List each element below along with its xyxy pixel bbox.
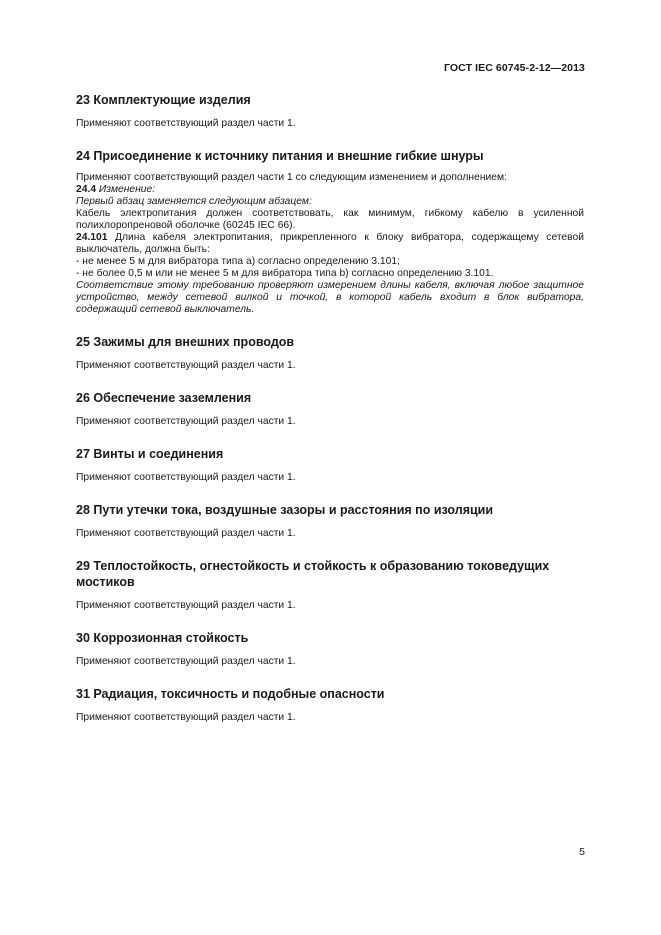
- clause-24-4-note: Первый абзац заменяется следующим абзацем:: [76, 196, 312, 207]
- section-23: [76, 92, 584, 130]
- compliance-note: Соответствие этому требованию проверяют измерением длины кабеля, включая любое защитное устройство, между сетевой вилкой и точкой, в которой кабель входит в блок вибратора, содержащий сетевой выключатель.: [76, 280, 584, 315]
- clause-24-4: [76, 184, 584, 196]
- section-heading: 30 Коррозионная стойкость: [76, 631, 249, 645]
- section-body: Применяют соответствующий раздел части 1.: [76, 600, 296, 611]
- clause-number: 24.101: [76, 232, 108, 243]
- section-heading: 31 Радиация, токсичность и подобные опасности: [76, 687, 385, 701]
- section-body: Применяют соответствующий раздел части 1.: [76, 416, 296, 427]
- section-heading: 28 Пути утечки тока, воздушные зазоры и расстояния по изоляции: [76, 503, 494, 517]
- clause-text: Длина кабеля электропитания, прикрепленного к блоку вибратора, содержащему сетевой выключатель, должна быть:: [76, 232, 584, 255]
- clause-text: Изменение:: [96, 184, 156, 195]
- list-item: - не менее 5 м для вибратора типа а) согласно определению 3.101;: [76, 256, 400, 267]
- section-31: [76, 686, 584, 724]
- section-24-intro: Применяют соответствующий раздел части 1 со следующим изменением и дополнением:: [76, 172, 507, 183]
- section-heading: 27 Винты и соединения: [76, 447, 224, 461]
- section-24: [76, 148, 584, 316]
- section-body: Применяют соответствующий раздел части 1.: [76, 118, 296, 129]
- section-heading: 29 Теплостойкость, огнестойкость и стойкость к образованию токоведущих мостиков: [76, 559, 550, 589]
- clause-24-101: [76, 232, 584, 256]
- section-26: [76, 390, 584, 428]
- section-heading: 23 Комплектующие изделия: [76, 93, 251, 107]
- document-content: [76, 92, 584, 724]
- section-body: Применяют соответствующий раздел части 1.: [76, 712, 296, 723]
- clause-number: 24.4: [76, 184, 97, 195]
- section-30: [76, 630, 584, 668]
- section-body: Применяют соответствующий раздел части 1.: [76, 656, 296, 667]
- section-29: [76, 558, 584, 612]
- page-number: 5: [579, 846, 585, 858]
- section-28: [76, 502, 584, 540]
- section-body: Применяют соответствующий раздел части 1.: [76, 528, 296, 539]
- section-27: [76, 446, 584, 484]
- list-item: - не более 0,5 м или не менее 5 м для вибратора типа b) согласно определению 3.101.: [76, 268, 494, 279]
- section-heading: 24 Присоединение к источнику питания и внешние гибкие шнуры: [76, 149, 484, 163]
- section-body: Применяют соответствующий раздел части 1.: [76, 360, 296, 371]
- section-heading: 25 Зажимы для внешних проводов: [76, 335, 295, 349]
- section-heading: 26 Обеспечение заземления: [76, 391, 252, 405]
- section-25: [76, 334, 584, 372]
- clause-24-4-body: Кабель электропитания должен соответствовать, как минимум, гибкому кабелю в усиленной полихлоропреновой оболочке (60245 IEC 66).: [76, 208, 584, 231]
- section-body: Применяют соответствующий раздел части 1.: [76, 472, 296, 483]
- document-code-header: ГОСТ IEC 60745-2-12—2013: [443, 62, 585, 74]
